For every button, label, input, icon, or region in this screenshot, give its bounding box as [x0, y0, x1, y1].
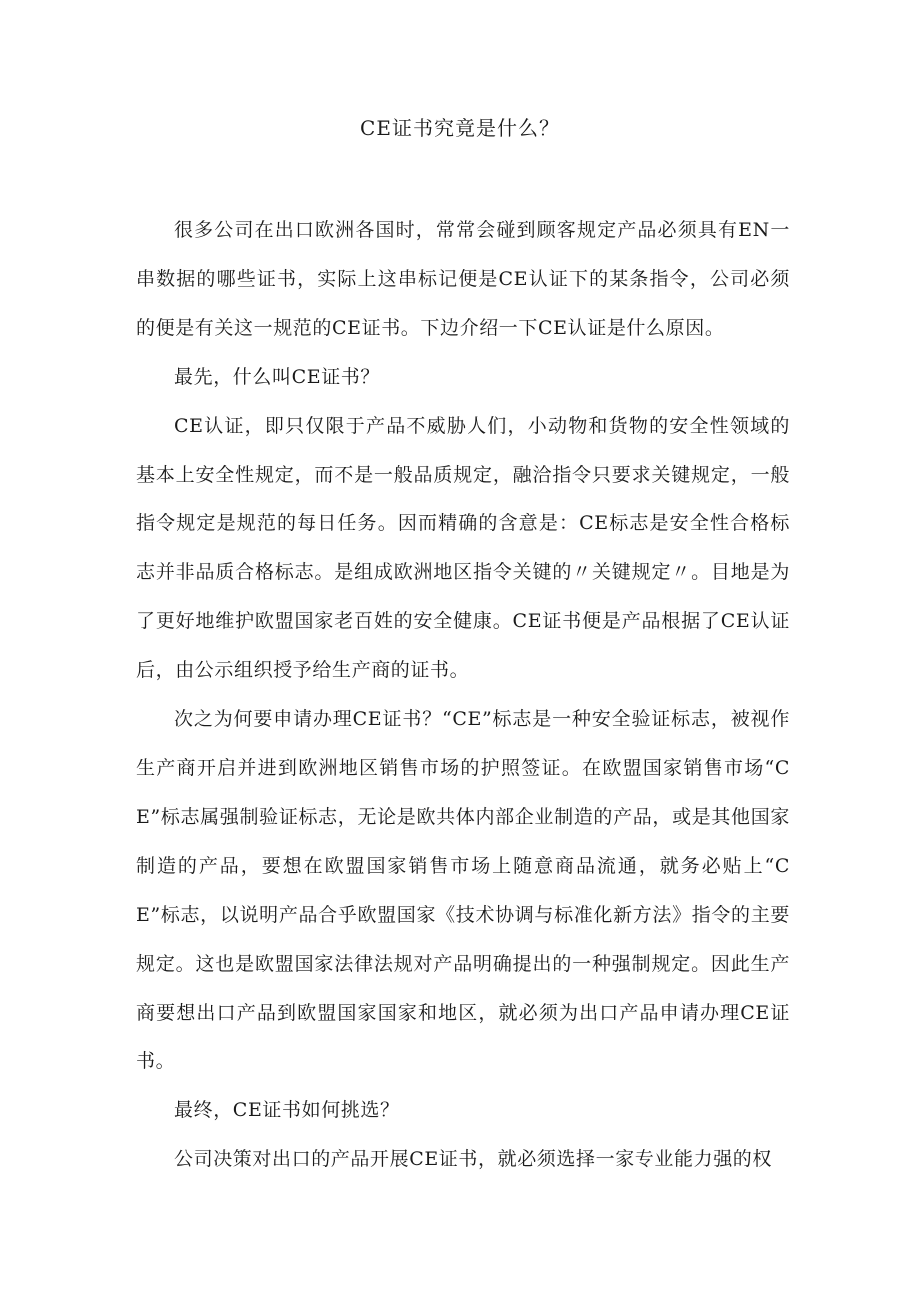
paragraph-why-apply: 次之为何要申请办理CE证书？“CE”标志是一种安全验证标志，被视作生产商开启并进到欧洲地区销售市场的护照签证。在欧盟国家销售市场“CE”标志属强制验证标志，无论是欧共体内部企业制造的产品，或是其他国家制造的产品，要想在欧盟国家销售市场上随意商品流通，就务必贴上“CE”标志，以说明产品合乎欧盟国家《技术协调与标准化新方法》指令的主要规定。这也是欧盟国家法律法规对产品明确提出的一种强制规定。因此生产商要想出口产品到欧盟国家国家和地区，就必须为出口产品申请办理CE证书。 — [136, 708, 790, 1073]
paragraph-choose-agency: 公司决策对出口的产品开展CE证书，就必须选择一家专业能力强的权 — [174, 1148, 773, 1171]
paragraph-question-how: 最终，CE证书如何挑选？ — [174, 1099, 400, 1122]
paragraph-intro: 很多公司在出口欧洲各国时，常常会碰到顾客规定产品必须具有EN一串数据的哪些证书，实际上这串标记便是CE认证下的某条指令，公司必须的便是有关这一规范的CE证书。下边介绍一下CE认证是什么原因。 — [136, 219, 790, 339]
paragraph-question-what: 最先，什么叫CE证书？ — [174, 365, 381, 388]
document-title: CE证书究竟是什么？ — [360, 116, 560, 140]
paragraph-ce-definition: CE认证，即只仅限于产品不威胁人们，小动物和货物的安全性领域的基本上安全性规定，而不是一般品质规定，融洽指令只要求关键规定，一般指令规定是规范的每日任务。因而精确的含意是：CE标志是安全性合格标志并非品质合格标志。是组成欧洲地区指令关键的〃关键规定〃。目地是为了更好地维护欧盟国家老百姓的安全健康。CE证书便是产品根据了CE认证后，由公示组织授予给生产商的证书。 — [136, 414, 790, 682]
document-body — [136, 206, 790, 1184]
